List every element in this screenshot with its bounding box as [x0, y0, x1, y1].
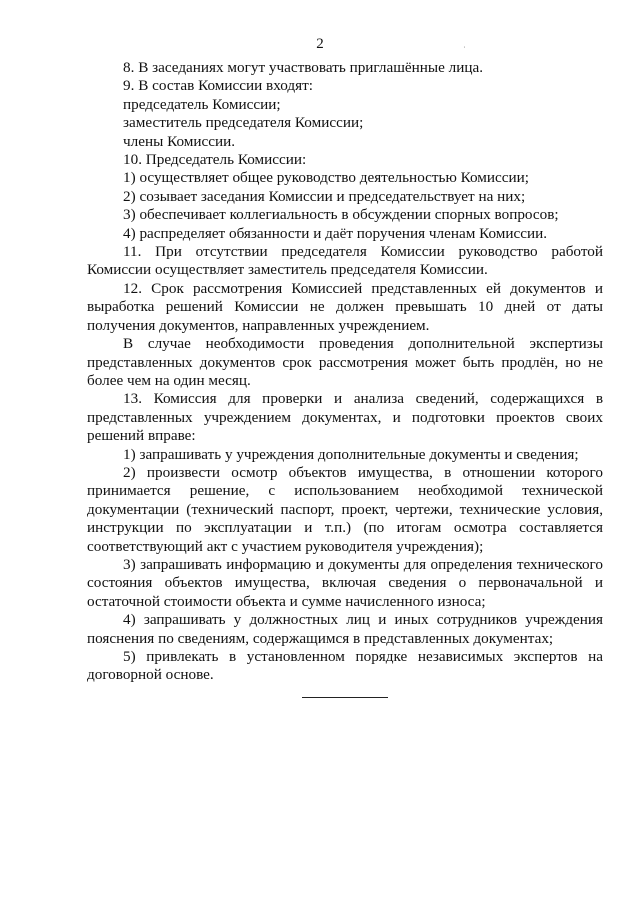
paragraph-8: 8. В заседаниях могут участвовать приглашённые лица.	[123, 59, 484, 76]
paragraph-13: 13. Комиссия для проверки и анализа сведений, содержащихся в представленных учреждением документах, и подготовки проектов своих решений вправе:	[87, 390, 603, 445]
paragraph-10: 10. Председатель Комиссии:	[123, 151, 307, 169]
paragraph-9: 9. В состав Комиссии входят:	[123, 77, 313, 95]
paragraph-10-item-2: 2) созывает заседания Комиссии и председательствует на них;	[123, 187, 526, 205]
paragraph-10-item-3: 3) обеспечивает коллегиальность в обсуждении спорных вопросов;	[123, 206, 559, 224]
paragraph-13-item-5: 5) привлекать в установленном порядке независимых экспертов на договорной основе.	[87, 648, 603, 684]
paragraph-13-item-4: 4) запрашивать у должностных лиц и иных сотрудников учреждения пояснения по сведениям, содержащимся в представленных документах;	[87, 611, 603, 647]
paragraph-13-item-3: 3) запрашивать информацию и документы для определения технического состояния объектов имущества, включая сведения о первоначальной и остаточной стоимости объекта и сумме начисленного износа;	[87, 555, 603, 610]
paragraph-10-item-1: 1) осуществляет общее руководство деятельностью Комиссии;	[123, 169, 529, 187]
paragraph-10-item-4: 4) распределяет обязанности и даёт поручения членам Комиссии.	[123, 224, 548, 242]
paragraph-13-item-1: 1) запрашивать у учреждения дополнительные документы и сведения;	[123, 445, 579, 463]
end-separator-line	[302, 697, 388, 698]
paragraph-9-item-deputy: заместитель председателя Комиссии;	[123, 114, 364, 132]
document-body	[87, 59, 603, 685]
paragraph-9-item-chair: председатель Комиссии;	[123, 95, 281, 113]
paragraph-9-item-members: члены Комиссии.	[123, 132, 236, 150]
paragraph-12: 12. Срок рассмотрения Комиссией представленных ей документов и выработка решений Комиссии не должен превышать 10 дней от даты получения документов, направленных учреждением.	[87, 279, 603, 334]
paragraph-13-item-2: 2) произвести осмотр объектов имущества, в отношении которого принимается решение, с использованием необходимой технической документации (технический паспорт, проект, чертежи, технические условия, инструкции по эксплуатации и т.п.) (по итогам осмотра составляется соответствующий акт с участием руководителя учреждения);	[87, 463, 603, 555]
paragraph-11: 11. При отсутствии председателя Комиссии руководство работой Комиссии осуществляет заместитель председателя Комиссии.	[87, 243, 603, 279]
scan-speck: ˙	[463, 45, 466, 54]
page-number: 2	[316, 36, 324, 52]
paragraph-12-extension: В случае необходимости проведения дополнительной экспертизы представленных документов срок рассмотрения может быть продлён, но не более чем на один месяц.	[87, 335, 603, 389]
